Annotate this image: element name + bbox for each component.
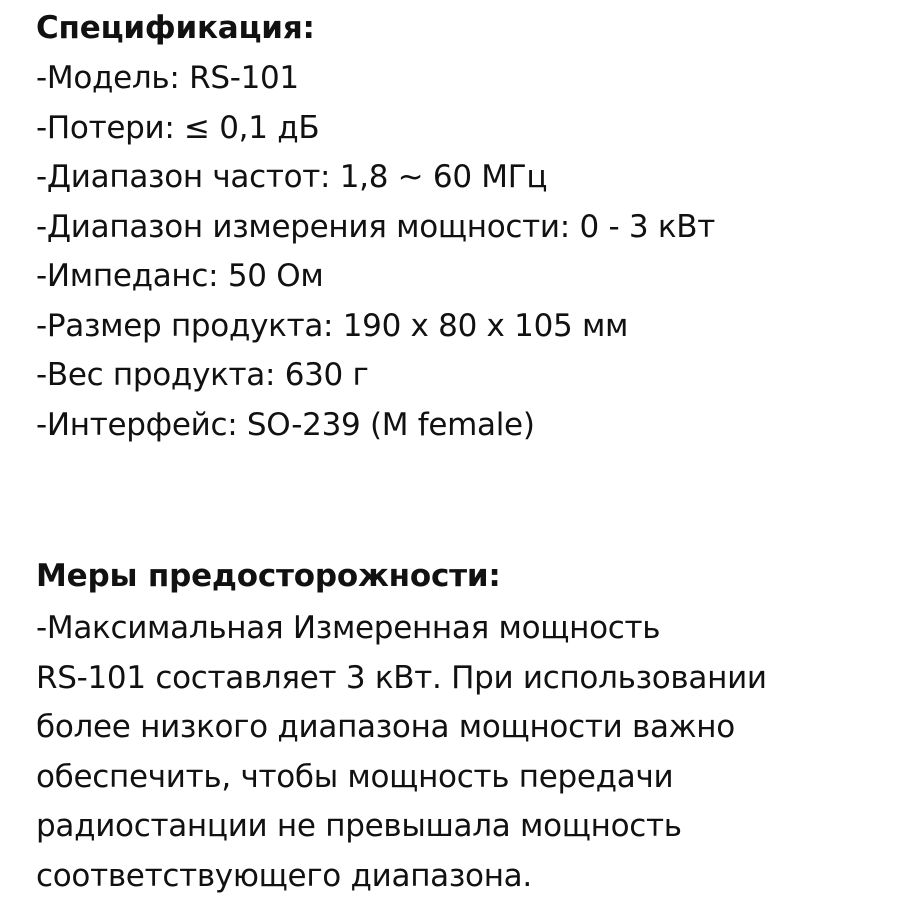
precautions-heading: Меры предосторожности:	[36, 558, 501, 594]
spec-item-weight: -Вес продукта: 630 г	[36, 357, 369, 393]
precautions-line: радиостанции не превышала мощность	[36, 808, 682, 845]
precautions-line: RS-101 составляет 3 кВт. При использовании	[36, 659, 767, 696]
spec-item-impedance: -Импеданс: 50 Ом	[36, 258, 324, 294]
precautions-line: обеспечить, чтобы мощность передачи	[36, 758, 674, 795]
document-content	[36, 6, 886, 902]
spec-list	[36, 54, 886, 450]
specifications-section	[36, 6, 886, 450]
spec-item-frequency-range: -Диапазон частот: 1,8 ~ 60 МГц	[36, 159, 548, 195]
spec-item-power-range: -Диапазон измерения мощности: 0 - 3 кВт	[36, 208, 716, 245]
precautions-line: -Максимальная Измеренная мощность	[36, 610, 661, 646]
spec-item-loss: -Потери: ≤ 0,1 дБ	[36, 109, 320, 146]
precautions-section	[36, 554, 886, 902]
spec-item-interface: -Интерфейс: SO-239 (M female)	[36, 406, 535, 443]
precautions-line: более низкого диапазона мощности важно	[36, 709, 735, 746]
spec-item-model: -Модель: RS-101	[36, 60, 299, 96]
precautions-line: соответствующего диапазона.	[36, 857, 532, 894]
spec-item-size: -Размер продукта: 190 x 80 x 105 мм	[36, 307, 629, 344]
precautions-paragraph	[36, 604, 886, 902]
specifications-heading: Спецификация:	[36, 10, 315, 46]
section-spacer	[36, 450, 886, 554]
